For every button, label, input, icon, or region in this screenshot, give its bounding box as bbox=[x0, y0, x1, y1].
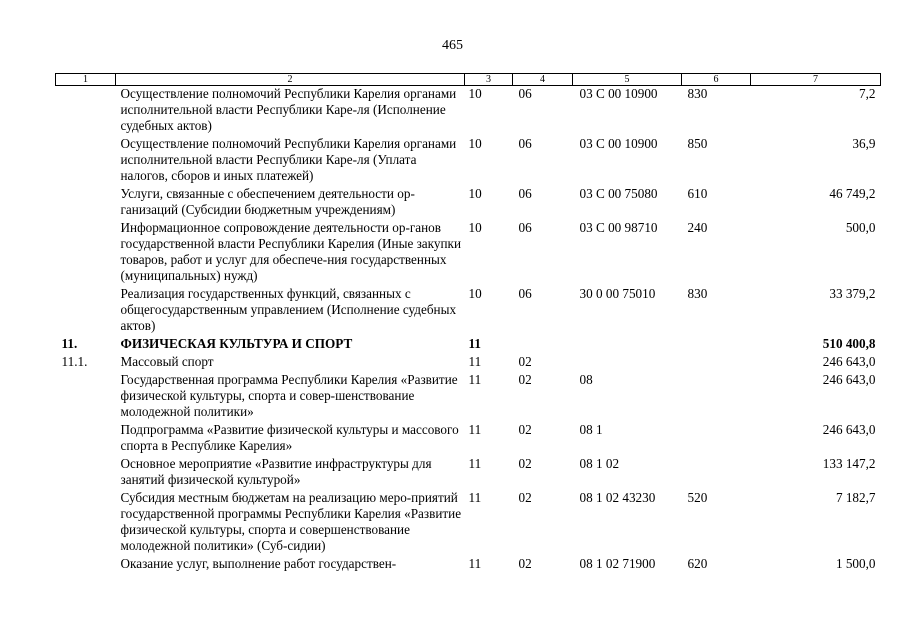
row-section-code: 11 bbox=[468, 422, 482, 437]
row-section-code: 10 bbox=[468, 136, 482, 151]
row-subsection-code: 06 bbox=[518, 220, 532, 235]
row-amount: 7 182,7 bbox=[835, 490, 876, 505]
row-section-code: 11 bbox=[468, 336, 481, 351]
header-col-7: 7 bbox=[751, 74, 881, 86]
row-target-article-code: 03 С 00 10900 bbox=[579, 86, 658, 101]
row-amount: 500,0 bbox=[845, 220, 876, 235]
row-number: 11. bbox=[61, 336, 78, 351]
table-row bbox=[56, 286, 881, 336]
row-name: ФИЗИЧЕСКАЯ КУЛЬТУРА И СПОРТ bbox=[120, 336, 353, 351]
row-expense-type-code: 610 bbox=[687, 186, 708, 201]
row-number bbox=[56, 456, 116, 490]
row-name: Реализация государственных функций, связанных с общегосударственным управлением (Исполнение судебных актов) bbox=[120, 286, 457, 333]
row-name: Субсидия местным бюджетам на реализацию меро-приятий государственной программы Республики Карелия «Развитие физической культуры, спорта и совершенствование молодежной политики» (Суб-сидии) bbox=[120, 490, 462, 553]
row-name: Оказание услуг, выполнение работ государствен- bbox=[120, 556, 397, 571]
row-number bbox=[56, 86, 116, 137]
row-subsection-code: 02 bbox=[518, 456, 532, 471]
row-amount: 510 400,8 bbox=[822, 336, 876, 351]
row-section-code: 11 bbox=[468, 372, 482, 387]
row-target-article-code: 08 bbox=[579, 372, 593, 387]
row-name: Информационное сопровождение деятельности ор-ганов государственной власти Республики Карелия (Иные закупки товаров, работ и услуг для обеспече-ния государственных (муниципальных) нужд) bbox=[120, 220, 461, 283]
row-target-article-code bbox=[573, 336, 682, 354]
row-subsection-code: 02 bbox=[518, 490, 532, 505]
row-target-article-code: 03 С 00 98710 bbox=[579, 220, 658, 235]
row-target-article-code: 30 0 00 75010 bbox=[579, 286, 656, 301]
row-expense-type-code: 240 bbox=[687, 220, 708, 235]
row-expense-type-code: 830 bbox=[687, 286, 708, 301]
row-expense-type-code bbox=[682, 354, 751, 372]
table-row bbox=[56, 556, 881, 574]
row-target-article-code: 03 С 00 10900 bbox=[579, 136, 658, 151]
row-section-code: 10 bbox=[468, 220, 482, 235]
row-subsection-code: 06 bbox=[518, 186, 532, 201]
table-row bbox=[56, 422, 881, 456]
row-subsection-code: 06 bbox=[518, 136, 532, 151]
row-expense-type-code: 520 bbox=[687, 490, 708, 505]
row-amount: 246 643,0 bbox=[822, 372, 876, 387]
header-col-6: 6 bbox=[682, 74, 751, 86]
row-subsection-code: 02 bbox=[518, 556, 532, 571]
row-expense-type-code bbox=[682, 336, 751, 354]
header-col-3: 3 bbox=[465, 74, 513, 86]
row-expense-type-code bbox=[682, 422, 751, 456]
row-amount: 1 500,0 bbox=[835, 556, 876, 571]
row-subsection-code: 02 bbox=[518, 422, 532, 437]
row-section-code: 11 bbox=[468, 456, 482, 471]
row-number bbox=[56, 372, 116, 422]
row-target-article-code bbox=[573, 354, 682, 372]
row-number bbox=[56, 422, 116, 456]
header-col-5: 5 bbox=[573, 74, 682, 86]
header-col-1: 1 bbox=[56, 74, 116, 86]
row-amount: 36,9 bbox=[852, 136, 876, 151]
row-subsection-code: 06 bbox=[518, 286, 532, 301]
row-target-article-code: 08 1 02 71900 bbox=[579, 556, 656, 571]
row-target-article-code: 08 1 bbox=[579, 422, 603, 437]
row-section-code: 11 bbox=[468, 556, 482, 571]
row-subsection-code: 06 bbox=[518, 86, 532, 101]
row-section-code: 10 bbox=[468, 286, 482, 301]
row-section-code: 11 bbox=[468, 354, 482, 369]
table-row bbox=[56, 136, 881, 186]
table-row bbox=[56, 490, 881, 556]
table-row bbox=[56, 372, 881, 422]
row-expense-type-code: 850 bbox=[687, 136, 708, 151]
row-amount: 246 643,0 bbox=[822, 422, 876, 437]
row-subsection-code bbox=[513, 336, 573, 354]
row-expense-type-code: 620 bbox=[687, 556, 708, 571]
row-name: Основное мероприятие «Развитие инфраструктуры для занятий физической культурой» bbox=[120, 456, 432, 487]
column-number-header-row bbox=[56, 74, 881, 86]
row-subsection-code: 02 bbox=[518, 372, 532, 387]
table-row bbox=[56, 456, 881, 490]
page-number: 465 bbox=[442, 38, 463, 53]
row-number bbox=[56, 490, 116, 556]
row-number bbox=[56, 220, 116, 286]
header-col-2: 2 bbox=[116, 74, 465, 86]
row-number: 11.1. bbox=[61, 354, 88, 369]
header-col-4: 4 bbox=[513, 74, 573, 86]
row-expense-type-code: 830 bbox=[687, 86, 708, 101]
table-row bbox=[56, 354, 881, 372]
row-amount: 33 379,2 bbox=[829, 286, 876, 301]
row-number bbox=[56, 286, 116, 336]
row-number bbox=[56, 136, 116, 186]
table-row bbox=[56, 186, 881, 220]
table-body bbox=[56, 86, 881, 575]
table-row bbox=[56, 336, 881, 354]
row-amount: 133 147,2 bbox=[822, 456, 876, 471]
budget-table bbox=[55, 73, 881, 574]
row-amount: 7,2 bbox=[859, 86, 876, 101]
row-expense-type-code bbox=[682, 456, 751, 490]
row-target-article-code: 03 С 00 75080 bbox=[579, 186, 658, 201]
row-name: Массовый спорт bbox=[120, 354, 214, 369]
row-name: Подпрограмма «Развитие физической культуры и массового спорта в Республике Карелия» bbox=[120, 422, 459, 453]
row-name: Государственная программа Республики Карелия «Развитие физической культуры, спорта и совер-шенствование молодежной политики» bbox=[120, 372, 458, 419]
row-number bbox=[56, 186, 116, 220]
row-amount: 246 643,0 bbox=[822, 354, 876, 369]
row-name: Осуществление полномочий Республики Карелия органами исполнительной власти Республики Каре-ля (Уплата налогов, сборов и иных платежей) bbox=[120, 136, 457, 183]
row-target-article-code: 08 1 02 bbox=[579, 456, 620, 471]
row-section-code: 10 bbox=[468, 86, 482, 101]
row-name: Осуществление полномочий Республики Карелия органами исполнительной власти Республики Каре-ля (Исполнение судебных актов) bbox=[120, 86, 457, 133]
row-section-code: 11 bbox=[468, 490, 482, 505]
row-number bbox=[56, 556, 116, 574]
table-row bbox=[56, 86, 881, 137]
row-amount: 46 749,2 bbox=[829, 186, 876, 201]
row-name: Услуги, связанные с обеспечением деятельности ор-ганизаций (Субсидии бюджетным учреждениям) bbox=[120, 186, 415, 217]
table-row bbox=[56, 220, 881, 286]
row-subsection-code: 02 bbox=[518, 354, 532, 369]
row-expense-type-code bbox=[682, 372, 751, 422]
row-section-code: 10 bbox=[468, 186, 482, 201]
row-target-article-code: 08 1 02 43230 bbox=[579, 490, 656, 505]
